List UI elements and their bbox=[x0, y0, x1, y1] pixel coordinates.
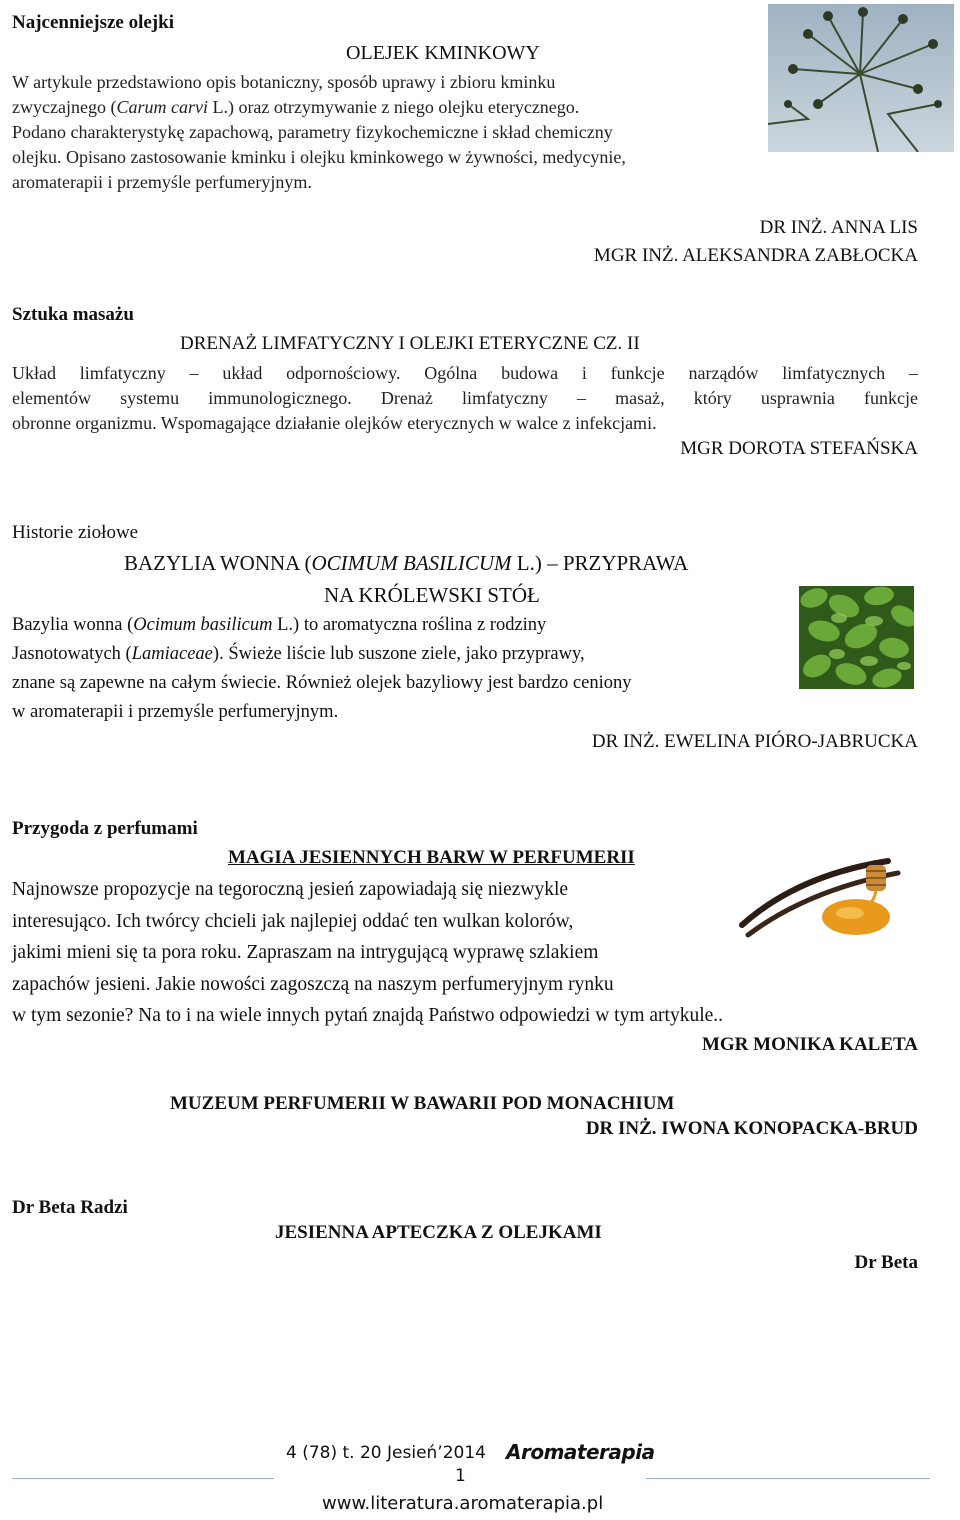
abstract-line: Układ limfatyczny – układ odpornościowy. Ogólna budowa i funkcje narządów limfatycznych – bbox=[12, 363, 918, 383]
author-iwona-konopacka-brud: DR INŻ. IWONA KONOPACKA-BRUD bbox=[585, 1118, 918, 1139]
abstract-line: aromaterapii i przemyśle perfumeryjnym. bbox=[12, 172, 312, 192]
section-header-sztuka-masazu: Sztuka masażu bbox=[12, 304, 134, 325]
author-aleksandra-zablocka: MGR INŻ. ALEKSANDRA ZABŁOCKA bbox=[593, 245, 918, 266]
article-title-magia-jesiennych-barw: MAGIA JESIENNYCH BARW W PERFUMERII bbox=[228, 847, 635, 868]
abstract-line: zwyczajnego (Carum carvi L.) oraz otrzymywanie z niego olejku eterycznego. bbox=[12, 97, 580, 117]
author-ewelina-pioro-jabrucka: DR INŻ. EWELINA PIÓRO-JABRUCKA bbox=[591, 731, 918, 752]
footer-issue: 4 (78) t. 20 Jesień’2014 bbox=[286, 1443, 486, 1463]
author-dr-beta: Dr Beta bbox=[854, 1252, 918, 1273]
section-header-historie-ziolowe: Historie ziołowe bbox=[12, 522, 139, 543]
abstract-line: Bazylia wonna (Ocimum basilicum L.) to aromatyczna roślina z rodziny bbox=[12, 615, 547, 635]
abstract-line: zapachów jesieni. Jakie nowości zagoszczą na naszym perfumeryjnym rynku bbox=[12, 973, 614, 995]
article-title-bazylia-line2: NA KRÓLEWSKI STÓŁ bbox=[324, 583, 540, 607]
article-title-drenaz-limfatyczny: DRENAŻ LIMFATYCZNY I OLEJKI ETERYCZNE CZ. II bbox=[180, 333, 640, 354]
abstract-line: olejku. Opisano zastosowanie kminku i olejku kminkowego w żywności, medycynie, bbox=[12, 147, 626, 167]
article-abstract-drenaz bbox=[12, 361, 918, 436]
footer-divider-right bbox=[646, 1478, 930, 1479]
section-header-dr-beta-radzi: Dr Beta Radzi bbox=[12, 1197, 128, 1218]
article-abstract-bazylia bbox=[12, 611, 772, 727]
article-title-bazylia-line1: BAZYLIA WONNA (OCIMUM BASILICUM L.) – PRZYPRAWA bbox=[124, 551, 689, 575]
footer-divider-left bbox=[12, 1478, 274, 1479]
abstract-line: w aromaterapii i przemyśle perfumeryjnym. bbox=[12, 702, 339, 722]
footer-page-number: 1 bbox=[455, 1466, 466, 1486]
vanilla-honey-image bbox=[738, 855, 902, 939]
footer-website-link[interactable]: www.literatura.aromaterapia.pl bbox=[322, 1493, 604, 1514]
abstract-line: obronne organizmu. Wspomagające działanie olejków eterycznych w walce z infekcjami. bbox=[12, 413, 657, 433]
basil-leaves-image bbox=[799, 586, 914, 689]
article-title-muzeum-perfumerii: MUZEUM PERFUMERII W BAWARII POD MONACHIUM bbox=[170, 1093, 675, 1114]
author-monika-kaleta: MGR MONIKA KALETA bbox=[701, 1034, 918, 1055]
abstract-line: Jasnotowatych (Lamiaceae). Świeże liście lub suszone ziele, jako przyprawy, bbox=[12, 644, 585, 664]
abstract-line: jakimi mieni się ta pora roku. Zapraszam na intrygującą wyprawę szlakiem bbox=[12, 942, 599, 963]
aromaterapia-logo: Aromaterapia bbox=[506, 1440, 655, 1464]
abstract-line: elementów systemu immunologicznego. Drenaż limfatyczny – masaż, który usprawnia funkcje bbox=[12, 388, 918, 408]
section-header-przygoda-z-perfumami: Przygoda z perfumami bbox=[12, 818, 198, 839]
article-title-jesienna-apteczka: JESIENNA APTECZKA Z OLEJKAMI bbox=[275, 1222, 602, 1243]
article-abstract-kminek bbox=[12, 70, 772, 195]
abstract-line: interesująco. Ich twórcy chcieli jak najlepiej oddać ten wulkan kolorów, bbox=[12, 910, 574, 932]
abstract-line: znane są zapewne na całym świecie. Również olejek bazyliowy jest bardzo ceniony bbox=[12, 673, 632, 693]
author-dorota-stefanska: MGR DOROTA STEFAŃSKA bbox=[680, 438, 918, 459]
abstract-line: Podano charakterystykę zapachową, parametry fizykochemiczne i skład chemiczny bbox=[12, 122, 613, 142]
article-title-olejek-kminkowy: OLEJEK KMINKOWY bbox=[346, 42, 540, 64]
author-anna-lis: DR INŻ. ANNA LIS bbox=[759, 217, 918, 238]
abstract-line: W artykule przedstawiono opis botaniczny, sposób uprawy i zbioru kminku bbox=[12, 72, 556, 92]
caraway-plant-image bbox=[768, 4, 954, 152]
abstract-line: w tym sezonie? Na to i na wiele innych pytań znajdą Państwo odpowiedzi w tym artykule.. bbox=[12, 1005, 724, 1026]
abstract-line: Najnowsze propozycje na tegoroczną jesień zapowiadają się niezwykle bbox=[12, 879, 569, 900]
section-header-najcenniejsze-olejki: Najcenniejsze olejki bbox=[12, 12, 174, 33]
